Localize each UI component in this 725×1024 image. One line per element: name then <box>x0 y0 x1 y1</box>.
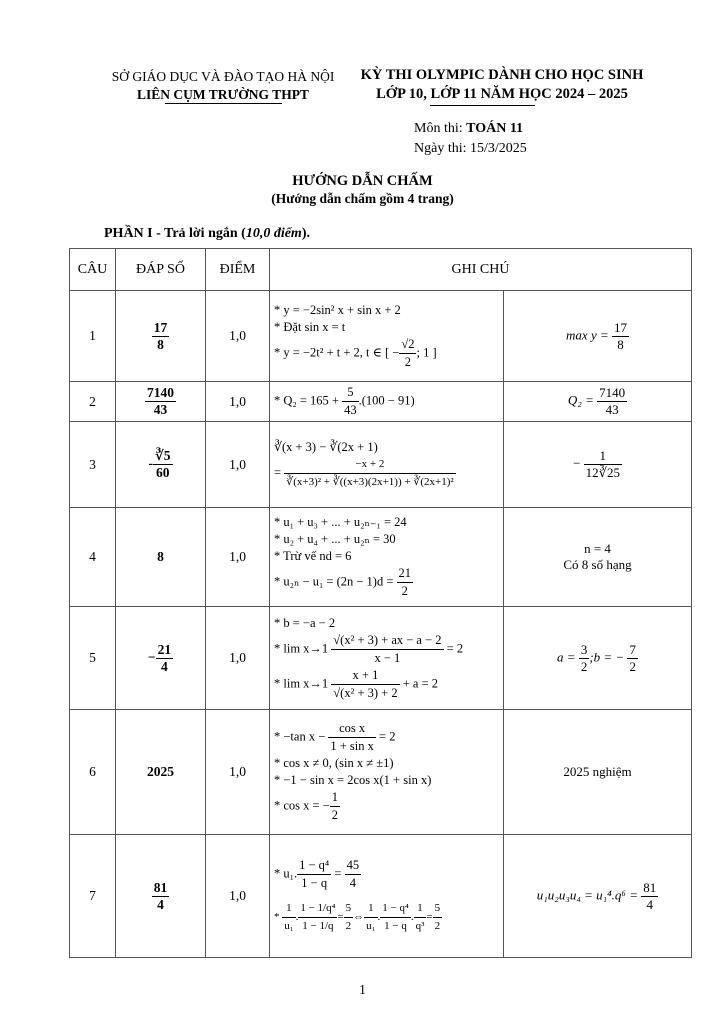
exam-subject-info <box>414 119 527 159</box>
points-cell: 1,0 <box>206 508 270 607</box>
question-number: 6 <box>70 710 116 835</box>
note-line: * Đặt sin x = t <box>274 319 346 334</box>
note-line: * y = −2sin² x + sin x + 2 <box>274 302 401 317</box>
fraction-numerator: 1 <box>584 448 622 465</box>
note-text: = <box>274 464 282 479</box>
note-line: * u₁ + u₃ + ... + u₂ₙ₋₁ = 24 <box>274 515 407 529</box>
points-cell: 1,0 <box>206 835 270 958</box>
exam-heading <box>352 66 652 104</box>
working-notes <box>270 607 504 710</box>
fraction-numerator: √(x² + 3) + ax − a − 2 <box>331 632 443 650</box>
remark-cell <box>504 508 692 607</box>
answer-denominator: 8 <box>157 336 164 352</box>
question-number: 1 <box>70 291 116 382</box>
part-heading <box>104 226 310 242</box>
answer-sign: − <box>147 649 156 665</box>
note-line: * $\frac{1}{\text{u₁}}$ . $\frac{\text{1 − 1/q⁴}}{1 - 1/q}$ = $\frac{5}{2}$ ⇔ $\frac{1}{\text{u₁}}$ . $\frac{\text{1 − q⁴}}{1 - q}$ . $\frac{1}{\text{q³}}$ = $\frac{5}{2}$ <box>274 900 499 935</box>
note-line <box>274 456 499 491</box>
note-line: * b = −a − 2 <box>274 615 336 630</box>
points-cell: 1,0 <box>206 382 270 422</box>
note-line <box>274 336 499 371</box>
answer-fraction <box>153 448 173 481</box>
part-label: PHẦN I - Trả lời ngắn ( <box>104 226 246 241</box>
org-line-2: LIÊN CỤM TRƯỜNG THPT <box>137 87 309 102</box>
answer-denominator: 4 <box>157 896 164 912</box>
answer-fraction <box>145 385 176 418</box>
note-fraction <box>345 857 362 892</box>
date-value: 15/3/2025 <box>470 141 527 156</box>
col-header-points: ĐIỂM <box>206 249 270 291</box>
fraction-denominator: 4 <box>349 876 356 890</box>
remark-fraction <box>641 880 658 913</box>
points-cell: 1,0 <box>206 607 270 710</box>
fraction-numerator: 1 − 1/q⁴ <box>298 900 337 918</box>
note-text: * <box>274 911 280 924</box>
answer-fraction <box>152 880 170 913</box>
note-line: * u₂ + u₄ + ... + u₂ₙ = 30 <box>274 532 396 546</box>
remark-fraction <box>612 320 629 353</box>
fraction-denominator: 1 − 1/q <box>302 920 334 932</box>
fraction-numerator: x + 1 <box>331 667 399 685</box>
note-line <box>274 384 499 419</box>
note-fraction <box>380 900 411 935</box>
note-line <box>274 632 499 667</box>
answer-fraction <box>156 642 174 675</box>
table-row <box>70 382 692 422</box>
remark-text: − <box>573 455 581 471</box>
points-cell: 1,0 <box>206 422 270 508</box>
note-fraction <box>342 384 359 419</box>
note-line <box>274 720 499 755</box>
note-text: = <box>337 911 344 924</box>
fraction-denominator: u₁ <box>366 920 376 932</box>
exam-line-2: LỚP 10, LỚP 11 NĂM HỌC 2024 – 2025 <box>376 86 628 102</box>
note-line <box>274 565 499 600</box>
remark-cell <box>504 607 692 710</box>
note-fraction <box>331 632 443 667</box>
question-number: 4 <box>70 508 116 607</box>
fraction-numerator: 81 <box>643 879 657 895</box>
note-text: * −tan x − <box>274 729 326 744</box>
note-line <box>274 667 499 702</box>
fraction-denominator: u₁ <box>284 920 294 932</box>
subject-label: Môn thi: <box>414 121 463 136</box>
note-fraction <box>344 900 354 935</box>
note-line: ∛(x + 3) − ∛(2x + 1) <box>274 439 378 454</box>
remark-fraction <box>579 642 590 675</box>
fraction-denominator: 2 <box>401 584 408 598</box>
fraction-numerator: cos x <box>328 720 376 738</box>
fraction-denominator: q³ <box>415 920 425 932</box>
note-fraction <box>397 565 414 600</box>
answer-denominator: 43 <box>153 402 168 417</box>
fraction-denominator: 12∛25 <box>585 465 620 480</box>
note-line: * cos x ≠ 0, (sin x ≠ ±1) <box>274 756 394 770</box>
remark-text: max y = <box>566 326 609 342</box>
note-fraction <box>328 720 376 755</box>
note-fraction <box>433 900 443 935</box>
fraction-numerator: √2 <box>399 336 416 354</box>
note-line: * −1 − sin x = 2cos x(1 + sin x) <box>274 773 432 787</box>
answer-sign: - <box>148 455 153 471</box>
document-title <box>0 172 725 208</box>
answer-cell: 2025 <box>116 710 206 835</box>
remark-cell <box>504 382 692 422</box>
remark-line: Có 8 số hạng <box>563 557 632 572</box>
working-notes <box>270 382 504 422</box>
subject-value: TOÁN 11 <box>466 121 524 136</box>
fraction-denominator: 2 <box>331 808 339 822</box>
part-suffix: ). <box>301 226 310 241</box>
table-row <box>70 508 692 607</box>
answer-cell: 8 <box>116 508 206 607</box>
points-cell: 1,0 <box>206 710 270 835</box>
answer-cell <box>116 422 206 508</box>
answer-numerator: 17 <box>153 319 168 335</box>
working-notes <box>270 422 504 508</box>
table-header-row <box>70 249 692 291</box>
working-notes <box>270 835 504 958</box>
org-underline <box>165 103 282 104</box>
fraction-denominator: 2 <box>629 658 636 674</box>
points-cell: 1,0 <box>206 291 270 382</box>
remark-text: Q₂ = <box>567 392 594 408</box>
note-fraction <box>331 667 399 702</box>
fraction-denominator: 2 <box>345 920 352 932</box>
fraction-denominator: 1 − q <box>301 876 328 890</box>
note-text: = 2 <box>379 729 396 744</box>
fraction-numerator: 1 <box>364 900 377 918</box>
remark-fraction <box>584 448 622 481</box>
fraction-denominator: 8 <box>617 336 624 352</box>
grading-table <box>69 248 692 958</box>
fraction-numerator: 1 <box>282 900 295 918</box>
fraction-numerator: 45 <box>345 857 362 875</box>
remark-text: a = <box>557 648 576 664</box>
note-line <box>274 857 499 892</box>
note-text: ⇔ <box>353 911 365 924</box>
fraction-numerator: 21 <box>397 565 414 583</box>
answer-fraction <box>152 320 170 353</box>
answer-cell <box>116 835 206 958</box>
fraction-numerator: 7 <box>629 641 636 657</box>
remark-text: ;b = − <box>589 648 625 664</box>
note-text: * u₁. <box>274 866 298 881</box>
answer-denominator: 60 <box>156 465 170 480</box>
note-text: = 2 <box>446 640 464 655</box>
table-row <box>70 291 692 382</box>
title-sub: (Hướng dẫn chấm gồm 4 trang) <box>271 191 454 206</box>
fraction-denominator: 1 + sin x <box>330 739 374 753</box>
remark-text: u₁u₂u₃u₄ = u₁⁴.q⁶ = <box>536 886 638 902</box>
note-text: * y = −2t² + t + 2, t ∈ [ − <box>274 344 400 359</box>
answer-denominator: 4 <box>160 658 168 674</box>
page-number: 1 <box>359 982 366 997</box>
remark-line: n = 4 <box>584 541 611 556</box>
remark-cell <box>504 422 692 508</box>
note-fraction <box>284 456 455 491</box>
remark-cell <box>504 291 692 382</box>
fraction-numerator: 5 <box>433 900 443 918</box>
table-row <box>70 422 692 508</box>
note-fraction <box>297 857 331 892</box>
fraction-denominator: 2 <box>404 354 412 369</box>
col-header-no: CÂU <box>70 249 116 291</box>
fraction-denominator: 1 − q <box>384 920 407 932</box>
fraction-denominator: 4 <box>646 896 653 912</box>
answer-numerator: ∛5 <box>154 448 171 463</box>
note-fraction <box>282 900 295 935</box>
exam-underline <box>430 105 535 106</box>
note-fraction <box>330 789 340 824</box>
note-fraction <box>414 900 427 935</box>
answer-cell <box>116 291 206 382</box>
col-header-answer: ĐÁP SỐ <box>116 249 206 291</box>
fraction-numerator: 1 − q⁴ <box>380 900 411 918</box>
table-row <box>70 607 692 710</box>
answer-numerator: 7140 <box>147 385 174 400</box>
fraction-denominator: 2 <box>434 920 441 932</box>
table-row <box>70 710 692 835</box>
note-text: ; 1 ] <box>416 344 437 359</box>
note-text: * u₂ₙ − u₁ = (2n − 1)d = <box>274 574 394 589</box>
working-notes <box>270 710 504 835</box>
question-number: 7 <box>70 835 116 958</box>
date-label: Ngày thi: <box>414 141 467 156</box>
note-text: * lim x→1 <box>274 640 329 655</box>
issuing-organization <box>92 68 354 104</box>
answer-cell <box>116 607 206 710</box>
org-line-1: SỞ GIÁO DỤC VÀ ĐÀO TẠO HÀ NỘI <box>111 69 335 84</box>
answer-numerator: 21 <box>157 641 172 657</box>
fraction-numerator: 5 <box>342 384 359 402</box>
working-notes <box>270 291 504 382</box>
fraction-denominator: 43 <box>344 403 357 417</box>
fraction-denominator: ∛(x+3)² + ∛((x+3)(2x+1)) + ∛(2x+1)² <box>286 475 454 488</box>
note-line <box>274 789 499 824</box>
remark-cell <box>504 835 692 958</box>
note-text: .(100 − 91) <box>358 393 415 408</box>
note-fraction <box>399 336 416 371</box>
fraction-numerator: 17 <box>613 319 627 335</box>
part-points: 10,0 điểm <box>245 226 302 241</box>
title-main: HƯỚNG DẪN CHẤM <box>292 173 433 189</box>
note-text: * Q₂ = 165 + <box>274 393 339 408</box>
note-text: * lim x→1 <box>274 675 329 690</box>
working-notes <box>270 508 504 607</box>
note-text: = <box>426 911 433 924</box>
answer-numerator: 81 <box>153 879 168 895</box>
fraction-numerator: −x + 2 <box>284 456 455 474</box>
remark-cell: 2025 nghiệm <box>504 710 692 835</box>
note-fraction <box>298 900 337 935</box>
note-text: + a = 2 <box>402 675 438 690</box>
fraction-numerator: 1 <box>330 789 340 807</box>
fraction-numerator: 1 − q⁴ <box>297 857 331 875</box>
remark-fraction <box>597 385 627 418</box>
note-fraction <box>364 900 377 935</box>
note-line: * Trừ vế nd = 6 <box>274 549 352 563</box>
note-text: * cos x = − <box>274 798 330 813</box>
fraction-numerator: 3 <box>580 641 588 657</box>
fraction-numerator: 5 <box>344 900 354 918</box>
question-number: 2 <box>70 382 116 422</box>
remark-fraction <box>627 642 638 675</box>
col-header-notes: GHI CHÚ <box>270 249 692 291</box>
note-text: = <box>334 866 342 881</box>
question-number: 3 <box>70 422 116 508</box>
answer-cell <box>116 382 206 422</box>
fraction-denominator: 2 <box>580 658 588 674</box>
fraction-denominator: √(x² + 3) + 2 <box>333 685 398 700</box>
fraction-numerator: 7140 <box>599 385 626 400</box>
table-row <box>70 835 692 958</box>
exam-line-1: KỲ THI OLYMPIC DÀNH CHO HỌC SINH <box>360 67 644 83</box>
fraction-denominator: x − 1 <box>374 650 401 665</box>
fraction-numerator: 1 <box>414 900 427 918</box>
fraction-denominator: 43 <box>605 402 619 417</box>
question-number: 5 <box>70 607 116 710</box>
